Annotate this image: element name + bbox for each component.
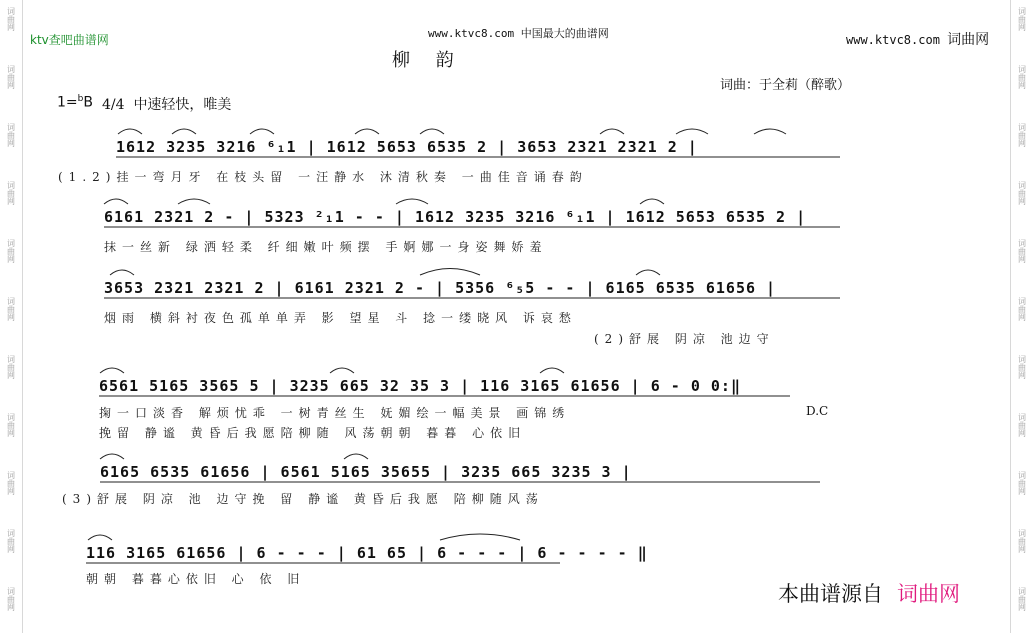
slur-mark (420, 269, 480, 276)
slur-mark (636, 270, 660, 275)
source-brand: 词曲网 (897, 582, 960, 606)
watermark-mark: 词 曲 网 (1018, 529, 1026, 554)
song-title: 柳 韵 (392, 50, 464, 71)
watermark-mark: 词 曲 网 (7, 587, 15, 612)
score-line-6-notes: 116 3165 61656 | 6 - - - | 61 65 | 6 - - - | 6 - - - - ‖ (86, 544, 648, 562)
score-line-5-lyrics: (3)舒展 阴凉 池 边守挽 留 静谧 黄昏后我愿 陪柳随风荡 (62, 492, 544, 506)
slur-mark (100, 368, 124, 373)
score-line-3-lyrics-verse2: (2)舒展 阴凉 池边守 (594, 332, 775, 346)
watermark-mark: 词 曲 网 (7, 297, 15, 322)
site-url: www.ktvc8.com (846, 33, 940, 47)
source-credit (778, 578, 960, 608)
watermark-mark: 词 曲 网 (7, 471, 15, 496)
slur-mark (600, 129, 624, 134)
slur-mark (540, 368, 564, 373)
site-brand: 词曲网 (947, 32, 990, 48)
watermark-mark: 词 曲 网 (7, 413, 15, 438)
slur-mark (178, 199, 210, 204)
slur-mark (172, 129, 196, 134)
watermark-mark: 词 曲 网 (7, 529, 15, 554)
song-credit: 词曲：于全莉（醉歌） (720, 78, 851, 93)
watermark-mark: 词 曲 网 (1018, 413, 1026, 438)
score-line-3-lyrics: 烟雨 横斜衬夜色孤单单弄 影 望星 斗 捻一缕晓风 诉哀愁 (104, 311, 577, 325)
watermark-mark: 词 曲 网 (1018, 355, 1026, 380)
slur-mark (676, 129, 708, 134)
watermark-mark: 词 曲 网 (7, 181, 15, 206)
watermark-mark: 词 曲 网 (7, 123, 15, 148)
watermark-mark: 词 曲 网 (1018, 7, 1026, 32)
watermark-mark: 词 曲 网 (1018, 297, 1026, 322)
site-url-center: www.ktvc8.com 中国最大的曲谱网 (428, 27, 609, 40)
score-line-4-lyrics: 掬一口淡香 解烦忧乖 一树青丝生 妩媚绘一幅美景 画锦绣 (99, 406, 571, 420)
watermark-mark: 词 曲 网 (7, 7, 15, 32)
score-line-4-lyrics-verse2: 挽留 静谧 黄昏后我愿陪柳随 风荡朝朝 暮暮 心依旧 (99, 426, 527, 440)
slur-mark (100, 454, 124, 459)
slur-mark (440, 534, 520, 540)
watermark-mark: 词 曲 网 (7, 65, 15, 90)
score-line-4-notes: 6561 5165 3565 5 | 3235 665 32 35 3 | 116 3165 61656 | 6 - 0 0:‖ (99, 377, 741, 395)
score-line-2-lyrics: 抹一丝新 绿洒轻柔 纤细嫩叶频摆 手婀娜一身姿舞娇羞 (104, 240, 548, 254)
site-name-left: ktv查吧曲谱网 (30, 33, 109, 47)
slur-mark (110, 270, 134, 275)
score-line-1-lyrics: (1.2)挂一弯月牙 在枝头留 一汪静水 沐清秋奏 一曲佳音诵春韵 (58, 170, 588, 184)
score-line-3-notes: 3653 2321 2321 2 | 6161 2321 2 - | 5356 ⁶₅5 - - | 6165 6535 61656 | (104, 279, 777, 297)
source-label: 本曲谱源自 (778, 582, 883, 606)
score-line-2-notes: 6161 2321 2 - | 5323 ²₁1 - - | 1612 3235 3216 ⁶₁1 | 1612 5653 6535 2 | (104, 208, 807, 226)
slur-mark (250, 129, 274, 134)
slur-mark (88, 535, 112, 540)
watermark-mark: 词 曲 网 (1018, 65, 1026, 90)
slur-mark (355, 129, 379, 134)
slur-mark (754, 129, 786, 134)
watermark-mark: 词 曲 网 (1018, 181, 1026, 206)
watermark-mark: 词 曲 网 (1018, 123, 1026, 148)
key-signature: 1=$^b$B (57, 94, 93, 111)
score-line-6-lyrics: 朝朝 暮暮心依旧 心 依 旧 (86, 572, 306, 586)
watermark-mark: 词 曲 网 (7, 355, 15, 380)
slur-mark (118, 129, 142, 134)
slur-mark (396, 199, 428, 204)
slur-mark (640, 199, 664, 204)
watermark-mark: 词 曲 网 (1018, 587, 1026, 612)
watermark-mark: 词 曲 网 (1018, 239, 1026, 264)
tempo-marking: 4/4 中速轻快，唯美 (102, 97, 232, 113)
watermark-mark: 词 曲 网 (7, 239, 15, 264)
slur-mark (330, 368, 354, 373)
slur-mark (344, 454, 368, 459)
watermark-mark: 词 曲 网 (1018, 471, 1026, 496)
slur-mark (104, 199, 128, 204)
score-line-5-notes: 6165 6535 61656 | 6561 5165 35655 | 3235 665 3235 3 | (100, 463, 632, 481)
slur-mark (420, 129, 444, 134)
score-line-1-notes: 1612 3235 3216 ⁶₁1 | 1612 5653 6535 2 | 3653 2321 2321 2 | (116, 138, 698, 156)
dc-marking: D.C (806, 404, 829, 418)
